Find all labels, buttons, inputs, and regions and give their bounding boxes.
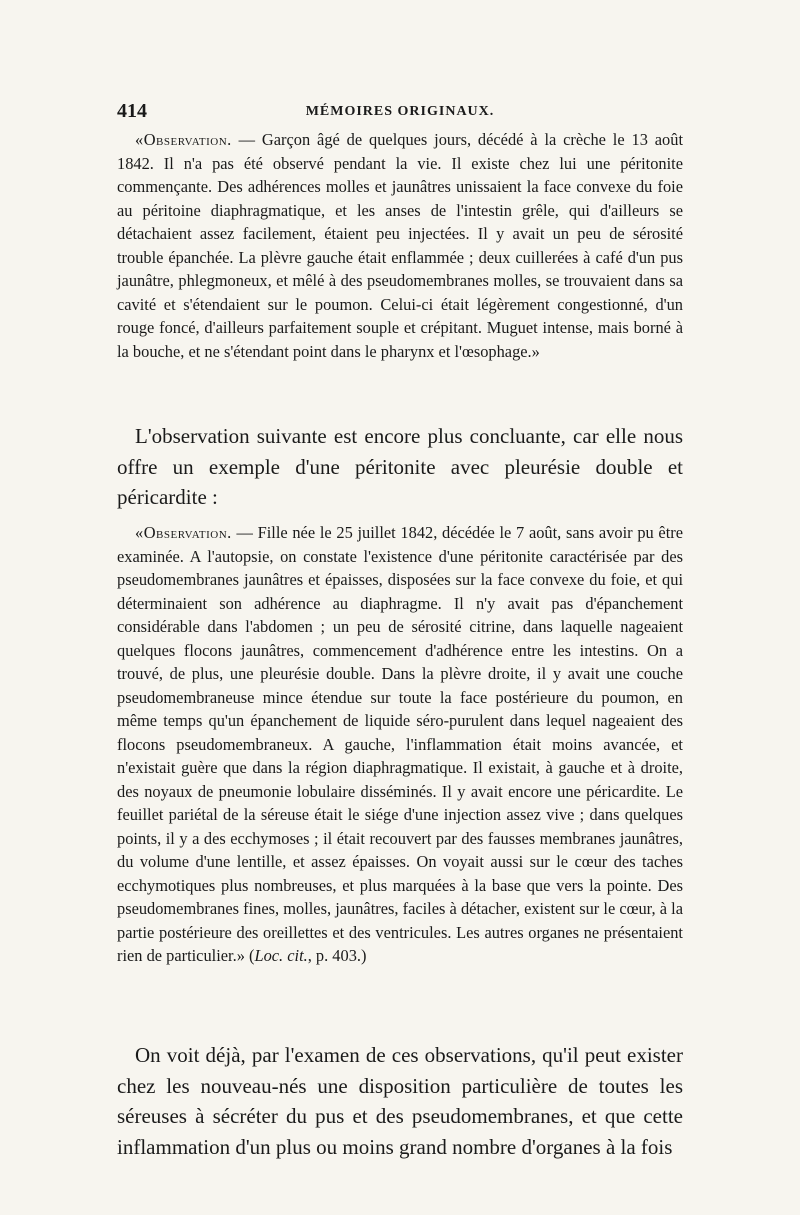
citation-tail: , p. 403.) <box>307 946 367 965</box>
observation-1-text: — Garçon âgé de quelques jours, décédé à la crèche le 13 août 1842. Il n'a pas été observé pendant la vie. Il existe chez lui une péritonite commençante. Des adhérences molles et jaunâtres unissaient la face convexe du foie au péritoine diaphragmatique, et les anses de l'intestin grêle, qui d'ailleurs se détachaient assez facilement, étaient peu injectées. Il y avait un peu de sérosité trouble épanchée. La plèvre gauche était enflammée ; deux cuillerées à café d'un pus jaunâtre, phlegmoneux, et mêlé à des pseudomembranes molles, se trouvaient dans sa cavité et s'étendaient sur le poumon. Celui-ci était légèrement congestionné, d'un rouge foncé, d'ailleurs parfaitement souple et crépitant. Muguet intense, mais borné à la bouche, et ne s'étendant point dans le pharynx et l'œsophage.» <box>117 130 683 361</box>
paragraph-1 <box>117 421 683 513</box>
page-header <box>117 100 683 124</box>
observation-1 <box>117 128 683 363</box>
paragraph-1-text: L'observation suivante est encore plus concluante, car elle nous offre un exemple d'une péritonite avec pleurésie double et péricardite : <box>117 424 683 509</box>
page-number: 414 <box>117 100 147 122</box>
citation: Loc. cit. <box>254 946 308 965</box>
paragraph-2 <box>117 1040 683 1162</box>
observation-1-lead: «Observation. <box>135 130 232 149</box>
paragraph-2-text: On voit déjà, par l'examen de ces observations, qu'il peut exister chez les nouveau-nés une disposition particulière de toutes les séreuses à sécréter du pus et des pseudomembranes, et que cette inflammation d'un plus ou moins grand nombre d'organes à la fois <box>117 1043 683 1159</box>
observation-2-lead: «Observation. <box>135 523 232 542</box>
observation-2 <box>117 521 683 968</box>
observation-2-text: — Fille née le 25 juillet 1842, décédée le 7 août, sans avoir pu être examinée. A l'autopsie, on constate l'existence d'une péritonite caractérisée par des pseudomembranes jaunâtres et épaisses, disposées sur la face convexe du foie, et qui déterminaient son adhérence au diaphragme. Il n'y avait pas d'épanchement considérable dans l'abdomen ; un peu de sérosité citrine, dans laquelle nageaient quelques flocons jaunâtres, commencement d'adhérence entre les intestins. On a trouvé, de plus, une pleurésie double. Dans la plèvre droite, il y avait une couche pseudomembraneuse mince étendue sur toute la face postérieure du poumon, en même temps qu'un épanchement de liquide séro-purulent dans lequel nageaient des flocons pseudomembraneux. A gauche, l'inflammation était moins avancée, et n'existait guère que dans la région diaphragmatique. Il existait, à gauche et à droite, des noyaux de pneumonie lobulaire disséminés. Il y avait encore une péricardite. Le feuillet pariétal de la séreuse était le siége d'une injection assez vive ; dans quelques points, il y a des ecchymoses ; il était recouvert par des fausses membranes jaunâtres, du volume d'une lentille, et assez épaisses. On voyait aussi sur le cœur des taches ecchymotiques plus nombreuses, et plus marquées à la base que vers la pointe. Des pseudomembranes fines, molles, jaunâtres, faciles à détacher, existent sur le cœur, à la partie postérieure des oreillettes et des ventricules. Les autres organes ne présentaient rien de particulier.» ( <box>117 523 683 965</box>
running-title: MÉMOIRES ORIGINAUX. <box>305 104 495 119</box>
